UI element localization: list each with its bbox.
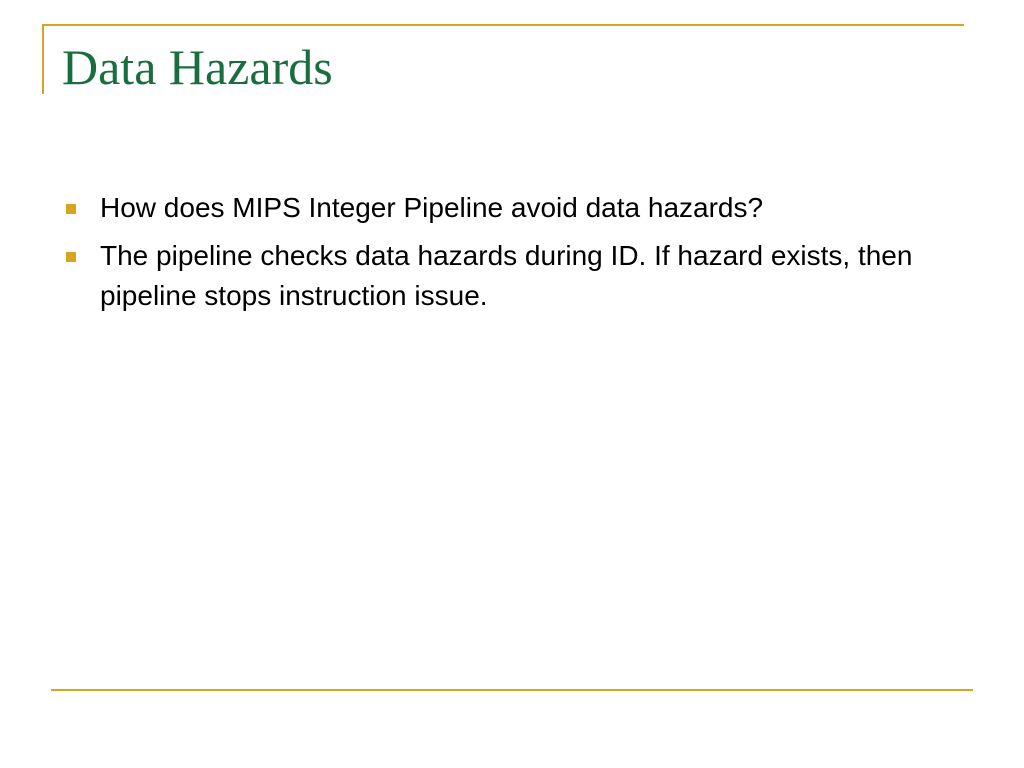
square-bullet-icon: [66, 204, 76, 214]
left-rule: [42, 24, 44, 94]
bottom-rule: [51, 689, 973, 691]
bullet-list: [64, 188, 944, 324]
bullet-item: [64, 188, 944, 228]
slide-title: Data Hazards: [62, 39, 333, 95]
square-bullet-icon: [66, 252, 76, 262]
bullet-text: How does MIPS Integer Pipeline avoid data hazards?: [100, 192, 764, 223]
top-rule: [42, 24, 964, 26]
bullet-text: The pipeline checks data hazards during ID. If hazard exists, then pipeline stops instruction issue.: [100, 240, 913, 311]
bullet-item: [64, 236, 944, 316]
